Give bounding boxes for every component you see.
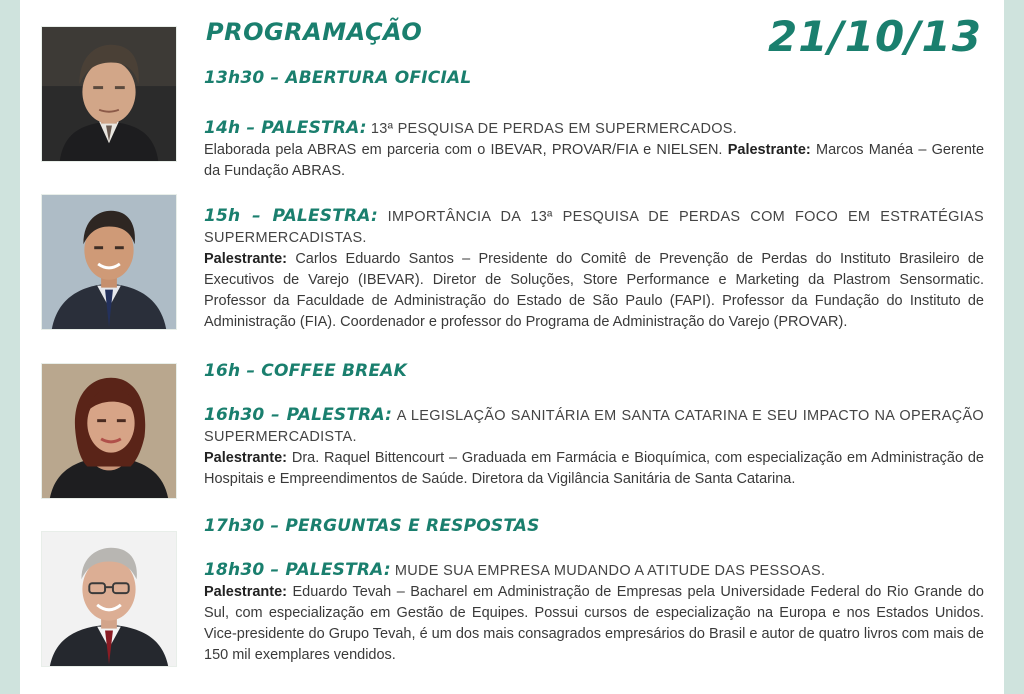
program-item-coffee-break xyxy=(204,361,984,383)
item-heading: 16h30 – PALESTRA: xyxy=(204,405,393,425)
speaker-label: Palestrante: xyxy=(204,584,288,600)
program-item-palestra-16h30 xyxy=(204,405,984,490)
event-date: 21/10/13 xyxy=(767,12,982,61)
page-title: PROGRAMAÇÃO xyxy=(206,18,423,46)
item-heading: 18h30 – PALESTRA: xyxy=(204,560,391,580)
item-subject: A LEGISLAÇÃO SANITÁRIA EM SANTA CATARINA E SEU IMPACTO NA OPERAÇÃO SUPERMERCADISTA. xyxy=(204,408,985,445)
portrait-image xyxy=(42,532,176,666)
item-text: Elaborada pela ABRAS em parceria com o IBEVAR, PROVAR/FIA e NIELSEN. xyxy=(204,142,723,158)
portrait-image xyxy=(42,364,176,498)
item-subject: 13ª PESQUISA DE PERDAS EM SUPERMERCADOS. xyxy=(370,121,738,137)
speaker-text: Dra. Raquel Bittencourt – Graduada em Farmácia e Bioquímica, com especialização em Administração de Hospitais e Empreendimentos de Saúde. Diretora da Vigilância Sanitária de Santa Catarina. xyxy=(204,450,984,487)
speaker-photo-carlos-eduardo-santos xyxy=(41,194,177,330)
speaker-photo-eduardo-tevah xyxy=(41,531,177,667)
program-item-palestra-15h xyxy=(204,206,984,333)
item-subject: MUDE SUA EMPRESA MUDANDO A ATITUDE DAS PESSOAS. xyxy=(394,563,826,579)
speaker-photo-marcos-manea xyxy=(41,26,177,162)
portrait-image xyxy=(42,195,176,329)
program-item-perguntas xyxy=(204,516,984,538)
program-item-palestra-18h30 xyxy=(204,560,984,666)
program-item-palestra-14h xyxy=(204,118,984,182)
item-heading: 17h30 – PERGUNTAS E RESPOSTAS xyxy=(204,516,540,536)
program-item-abertura xyxy=(204,68,984,90)
item-heading: 15h – PALESTRA: xyxy=(204,206,378,226)
speaker-text: Eduardo Tevah – Bacharel em Administração de Empresas pela Universidade Federal do Rio Grande do Sul, com especialização em Gestão de Equipes. Possui cursos de especialização na Europa e nos Estados Unidos. Vice-presidente do Grupo Tevah, é um dos mais consagrados empresários do Brasil e autor de quatro livros com mais de 150 mil exemplares vendidos. xyxy=(204,584,984,663)
speaker-photo-raquel-bittencourt xyxy=(41,363,177,499)
portrait-image xyxy=(42,27,176,161)
speaker-label: Palestrante: xyxy=(727,142,811,158)
item-heading: 14h – PALESTRA: xyxy=(204,118,367,138)
item-heading: 16h – COFFEE BREAK xyxy=(204,361,407,381)
speaker-text: Carlos Eduardo Santos – Presidente do Comitê de Prevenção de Perdas do Instituto Brasileiro de Executivos de Varejo (IBEVAR). Diretor de Soluções, Store Performance e Marketing da Plastrom Sensormatic. Professor da Faculdade de Administração do Estado de São Paulo (FAPI). Professor da Fundação do Instituto de Administração (FIA). Coordenador e professor do Programa de Administração do Varejo (PROVAR). xyxy=(204,251,984,330)
speaker-label: Palestrante: xyxy=(204,450,288,466)
item-subject: IMPORTÂNCIA DA 13ª PESQUISA DE PERDAS COM FOCO EM ESTRATÉGIAS SUPERMERCADISTAS. xyxy=(204,209,984,246)
item-heading: 13h30 – ABERTURA OFICIAL xyxy=(204,68,472,88)
speaker-text: Marcos Manéa – Gerente da Fundação ABRAS. xyxy=(204,142,985,179)
speaker-label: Palestrante: xyxy=(204,251,288,267)
program-page xyxy=(20,0,1004,694)
